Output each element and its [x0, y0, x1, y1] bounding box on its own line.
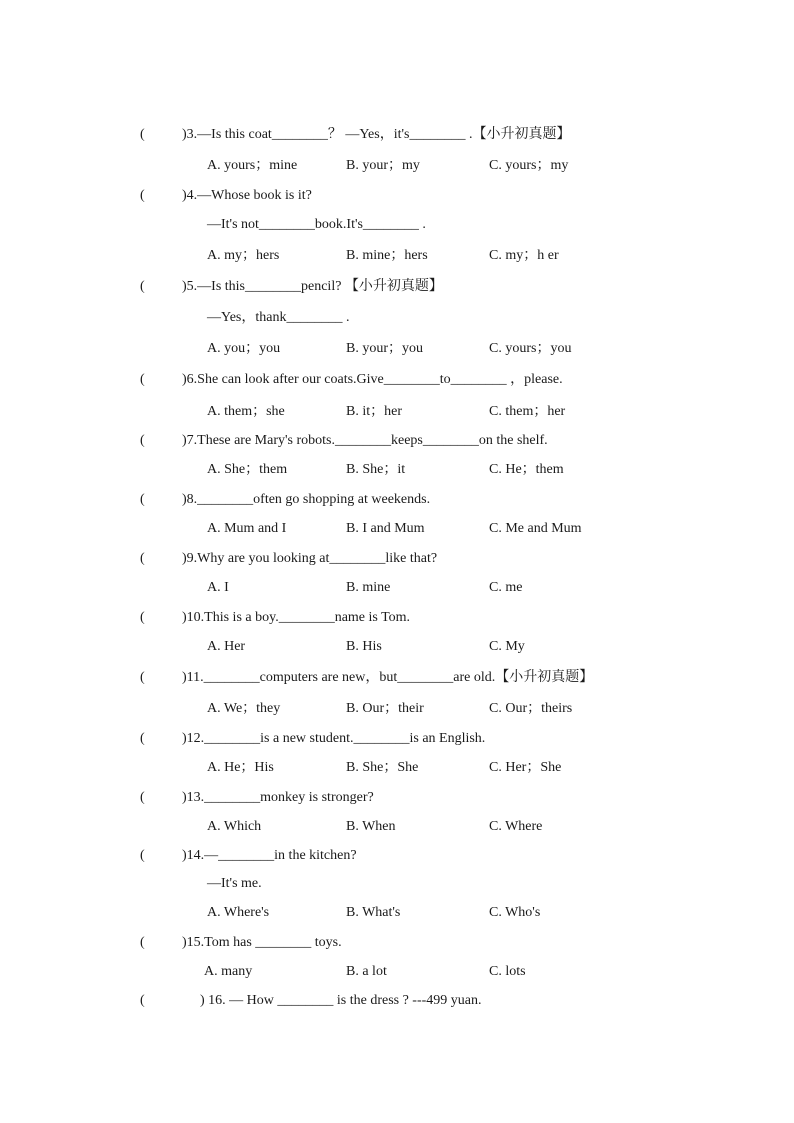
answer-paren[interactable]: (	[140, 279, 145, 294]
question-8-stem: )8.________often go shopping at weekends.	[182, 492, 431, 507]
question-10-option-b: B. His	[346, 639, 382, 654]
question-11-option-b: B. Our；their	[346, 701, 424, 716]
question-9-option-b: B. mine	[346, 580, 391, 595]
answer-paren[interactable]: (	[140, 127, 145, 142]
question-3-option-c: C. yours；my	[489, 158, 569, 173]
question-6-option-a: A. them；she	[207, 404, 285, 419]
question-12-option-b: B. She；She	[346, 760, 419, 775]
question-5-option-b: B. your；you	[346, 341, 423, 356]
answer-paren[interactable]: (	[140, 731, 145, 746]
question-10-option-a: A. Her	[207, 639, 246, 654]
answer-paren[interactable]: (	[140, 551, 145, 566]
question-6-option-c: C. them；her	[489, 404, 566, 419]
question-13-option-b: B. When	[346, 819, 396, 834]
answer-paren[interactable]: (	[140, 670, 145, 685]
question-15-stem: )15.Tom has ________ toys.	[182, 935, 342, 950]
question-14-option-c: C. Who's	[489, 905, 541, 920]
answer-paren[interactable]: (	[140, 433, 145, 448]
question-4-stem: )4.—Whose book is it?	[182, 188, 312, 203]
question-13-stem: )13.________monkey is stronger?	[182, 790, 374, 805]
question-11-option-a: A. We；they	[207, 701, 281, 716]
answer-paren[interactable]: (	[140, 188, 145, 203]
question-7-option-c: C. He；them	[489, 462, 564, 477]
question-3-option-b: B. your；my	[346, 158, 420, 173]
answer-paren[interactable]: (	[140, 790, 145, 805]
question-14-stem: )14.—________in the kitchen?	[182, 848, 357, 863]
question-15-option-c: C. lots	[489, 964, 526, 979]
question-11-option-c: C. Our；theirs	[489, 701, 573, 716]
question-9-stem: )9.Why are you looking at________like that?	[182, 551, 438, 566]
question-5-stem-line2: —Yes，thank________ .	[207, 310, 350, 325]
question-16-stem: ) 16. — How ________ is the dress ? ---499 yuan.	[200, 993, 482, 1008]
question-12-stem: )12.________is a new student.________is an English.	[182, 731, 486, 746]
answer-paren[interactable]: (	[140, 935, 145, 950]
answer-paren[interactable]: (	[140, 848, 145, 863]
question-4-option-b: B. mine；hers	[346, 248, 428, 263]
answer-paren[interactable]: (	[140, 372, 145, 387]
question-11-stem: )11.________computers are new，but________are old.【小升初真题】	[182, 670, 594, 685]
question-8-option-a: A. Mum and I	[207, 521, 287, 536]
question-6-stem: )6.She can look after our coats.Give________to________ ，please.	[182, 372, 563, 387]
question-7-option-a: A. She；them	[207, 462, 288, 477]
question-5-option-c: C. yours；you	[489, 341, 572, 356]
question-7-stem: )7.These are Mary's robots.________keeps________on the shelf.	[182, 433, 548, 448]
question-3-stem: )3.—Is this coat________？ —Yes，it's________ .【小升初真题】	[182, 127, 571, 142]
question-8-option-c: C. Me and Mum	[489, 521, 582, 536]
question-8-option-b: B. I and Mum	[346, 521, 425, 536]
question-13-option-a: A. Which	[207, 819, 262, 834]
question-4-option-c: C. my；h er	[489, 248, 559, 263]
answer-paren[interactable]: (	[140, 993, 145, 1008]
answer-paren[interactable]: (	[140, 610, 145, 625]
question-12-option-c: C. Her；She	[489, 760, 562, 775]
question-5-stem: )5.—Is this________pencil? 【小升初真题】	[182, 279, 443, 294]
question-5-option-a: A. you；you	[207, 341, 281, 356]
question-4-stem-line2: —It's not________book.It's________ .	[207, 217, 426, 232]
question-9-option-a: A. I	[207, 580, 229, 595]
question-14-stem-line2: —It's me.	[207, 876, 262, 891]
answer-paren[interactable]: (	[140, 492, 145, 507]
question-14-option-b: B. What's	[346, 905, 401, 920]
question-9-option-c: C. me	[489, 580, 523, 595]
question-15-option-a: A. many	[204, 964, 253, 979]
question-14-option-a: A. Where's	[207, 905, 270, 920]
question-13-option-c: C. Where	[489, 819, 543, 834]
question-12-option-a: A. He；His	[207, 760, 274, 775]
question-7-option-b: B. She；it	[346, 462, 406, 477]
question-15-option-b: B. a lot	[346, 964, 387, 979]
question-10-stem: )10.This is a boy.________name is Tom.	[182, 610, 411, 625]
question-3-option-a: A. yours；mine	[207, 158, 298, 173]
question-4-option-a: A. my；hers	[207, 248, 280, 263]
question-6-option-b: B. it；her	[346, 404, 402, 419]
question-10-option-c: C. My	[489, 639, 525, 654]
